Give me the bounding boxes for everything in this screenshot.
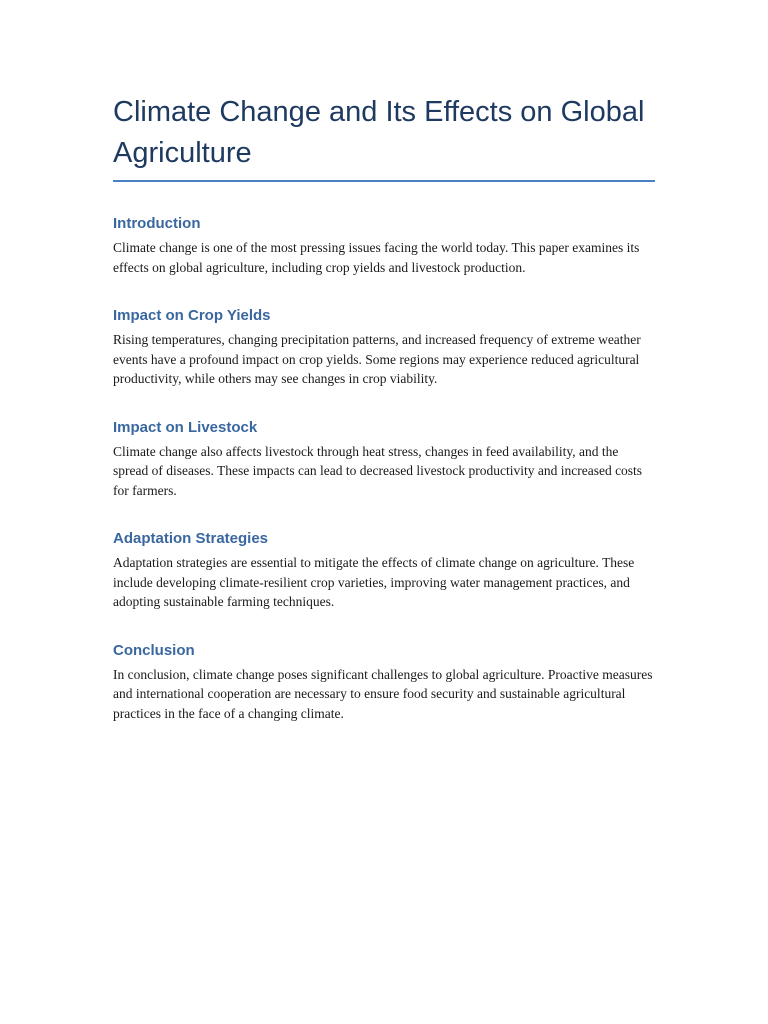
section-body: Rising temperatures, changing precipitation patterns, and increased frequency of extreme weather events have a profound impact on crop yields. Some regions may experience reduced agricultural productivity, while others may see changes in crop viability. (113, 332, 641, 386)
title-underline-rule (113, 180, 655, 182)
document-page (113, 92, 655, 752)
section-impact-on-livestock (113, 418, 655, 501)
section-body: In conclusion, climate change poses significant challenges to global agriculture. Proactive measures and international cooperation are necessary to ensure food security and sustainable agricultural practices in the face of a changing climate. (113, 666, 653, 721)
section-adaptation-strategies (113, 529, 655, 612)
section-heading: Impact on Crop Yields (113, 307, 271, 324)
section-introduction (113, 214, 655, 277)
section-heading: Introduction (113, 215, 201, 232)
section-impact-on-crop-yields (113, 306, 655, 389)
section-body: Adaptation strategies are essential to mitigate the effects of climate change on agriculture. These include developing climate-resilient crop varieties, improving water management practices, and adopting sustainable farming techniques. (113, 555, 635, 609)
section-heading: Impact on Livestock (113, 418, 258, 436)
section-heading: Conclusion (113, 641, 195, 659)
section-body: Climate change also affects livestock through heat stress, changes in feed availability, and the spread of diseases. These impacts can lead to decreased livestock productivity and increased costs for farmers. (113, 443, 643, 498)
section-conclusion (113, 641, 655, 724)
document-title: Climate Change and Its Effects on Global Agriculture (113, 96, 645, 169)
section-body: Climate change is one of the most pressing issues facing the world today. This paper examines its effects on global agriculture, including crop yields and livestock production. (113, 240, 640, 275)
section-heading: Adaptation Strategies (113, 530, 269, 547)
